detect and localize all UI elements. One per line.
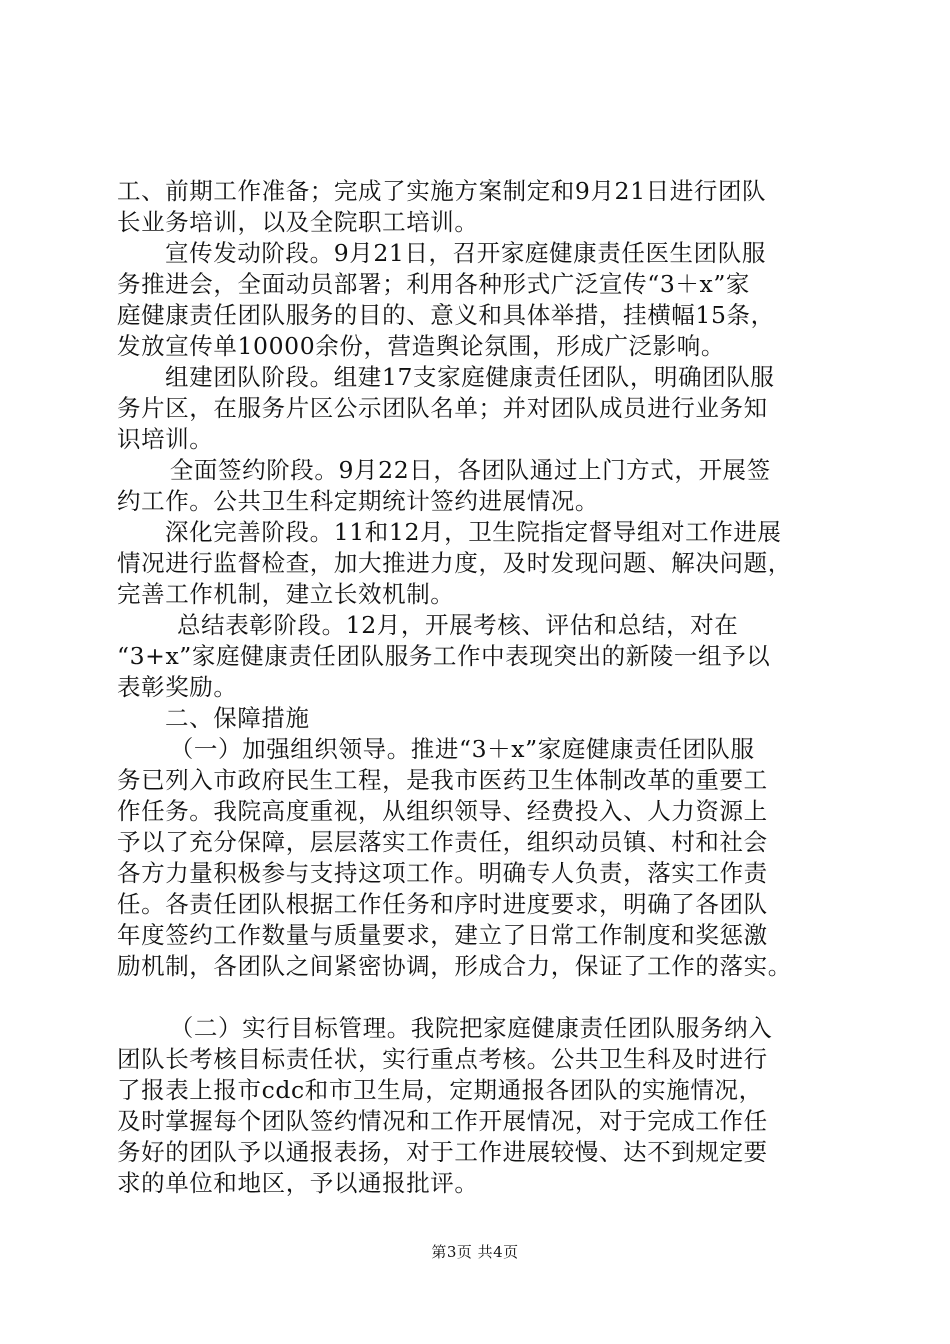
- text-line: 年度签约工作数量与质量要求，建立了日常工作制度和奖惩激: [117, 921, 768, 949]
- text-line: 发放宣传单10000余份，营造舆论氛围，形成广泛影响。: [117, 332, 725, 360]
- text-line: 表彰奖励。: [117, 673, 238, 701]
- page-number-footer: 第3页 共4页: [431, 1243, 519, 1261]
- text-line: 了报表上报市cdc和市卫生局，定期通报各团队的实施情况，: [117, 1076, 763, 1104]
- text-line: 励机制，各团队之间紧密协调，形成合力，保证了工作的落实。: [117, 952, 792, 980]
- text-line: 任。各责任团队根据工作任务和序时进度要求，明确了各团队: [117, 890, 768, 918]
- text-line: 二、保障措施: [165, 704, 310, 732]
- text-line: 识培训。: [117, 425, 214, 453]
- document-body: [117, 176, 847, 1199]
- text-line: 务片区，在服务片区公示团队名单；并对团队成员进行业务知: [117, 394, 768, 422]
- text-line: 完善工作机制，建立长效机制。: [117, 580, 455, 608]
- text-line: （二）实行目标管理。我院把家庭健康责任团队服务纳入: [169, 1014, 773, 1042]
- text-line: 求的单位和地区，予以通报批评。: [117, 1169, 479, 1197]
- text-line: 务已列入市政府民生工程，是我市医药卫生体制改革的重要工: [117, 766, 768, 794]
- text-line: 及时掌握每个团队签约情况和工作开展情况，对于完成工作任: [117, 1107, 768, 1135]
- text-line: 务好的团队予以通报表扬，对于工作进展较慢、达不到规定要: [117, 1138, 768, 1166]
- text-line: 总结表彰阶段。12月，开展考核、评估和总结，对在: [177, 611, 739, 639]
- text-line: （一）加强组织领导。推进“3＋x”家庭健康责任团队服: [169, 735, 755, 763]
- text-line: 长业务培训，以及全院职工培训。: [117, 208, 479, 236]
- text-line: 作任务。我院高度重视，从组织领导、经费投入、人力资源上: [117, 797, 768, 825]
- text-line: 庭健康责任团队服务的目的、意义和具体举措，挂横幅15条，: [117, 301, 775, 329]
- text-line: 情况进行监督检查，加大推进力度，及时发现问题、解决问题，: [117, 549, 792, 577]
- text-line: 予以了充分保障，层层落实工作责任，组织动员镇、村和社会: [117, 828, 768, 856]
- text-line: 深化完善阶段。11和12月，卫生院指定督导组对工作进展: [165, 518, 782, 546]
- text-line: 工、前期工作准备；完成了实施方案制定和9月21日进行团队: [117, 177, 767, 205]
- text-line: 各方力量积极参与支持这项工作。明确专人负责，落实工作责: [117, 859, 768, 887]
- text-line: “3+x”家庭健康责任团队服务工作中表现突出的新陵一组予以: [117, 642, 771, 670]
- text-line: 全面签约阶段。9月22日，各团队通过上门方式，开展签: [169, 456, 771, 484]
- paragraph-gap: [117, 982, 847, 1013]
- text-line: 宣传发动阶段。9月21日，召开家庭健康责任医生团队服: [165, 239, 766, 267]
- text-line: 组建团队阶段。组建17支家庭健康责任团队，明确团队服: [165, 363, 775, 391]
- text-line: 团队长考核目标责任状，实行重点考核。公共卫生科及时进行: [117, 1045, 768, 1073]
- text-line: 约工作。公共卫生科定期统计签约进展情况。: [117, 487, 599, 515]
- text-line: 务推进会，全面动员部署；利用各种形式广泛宣传“3＋x”家: [117, 270, 751, 298]
